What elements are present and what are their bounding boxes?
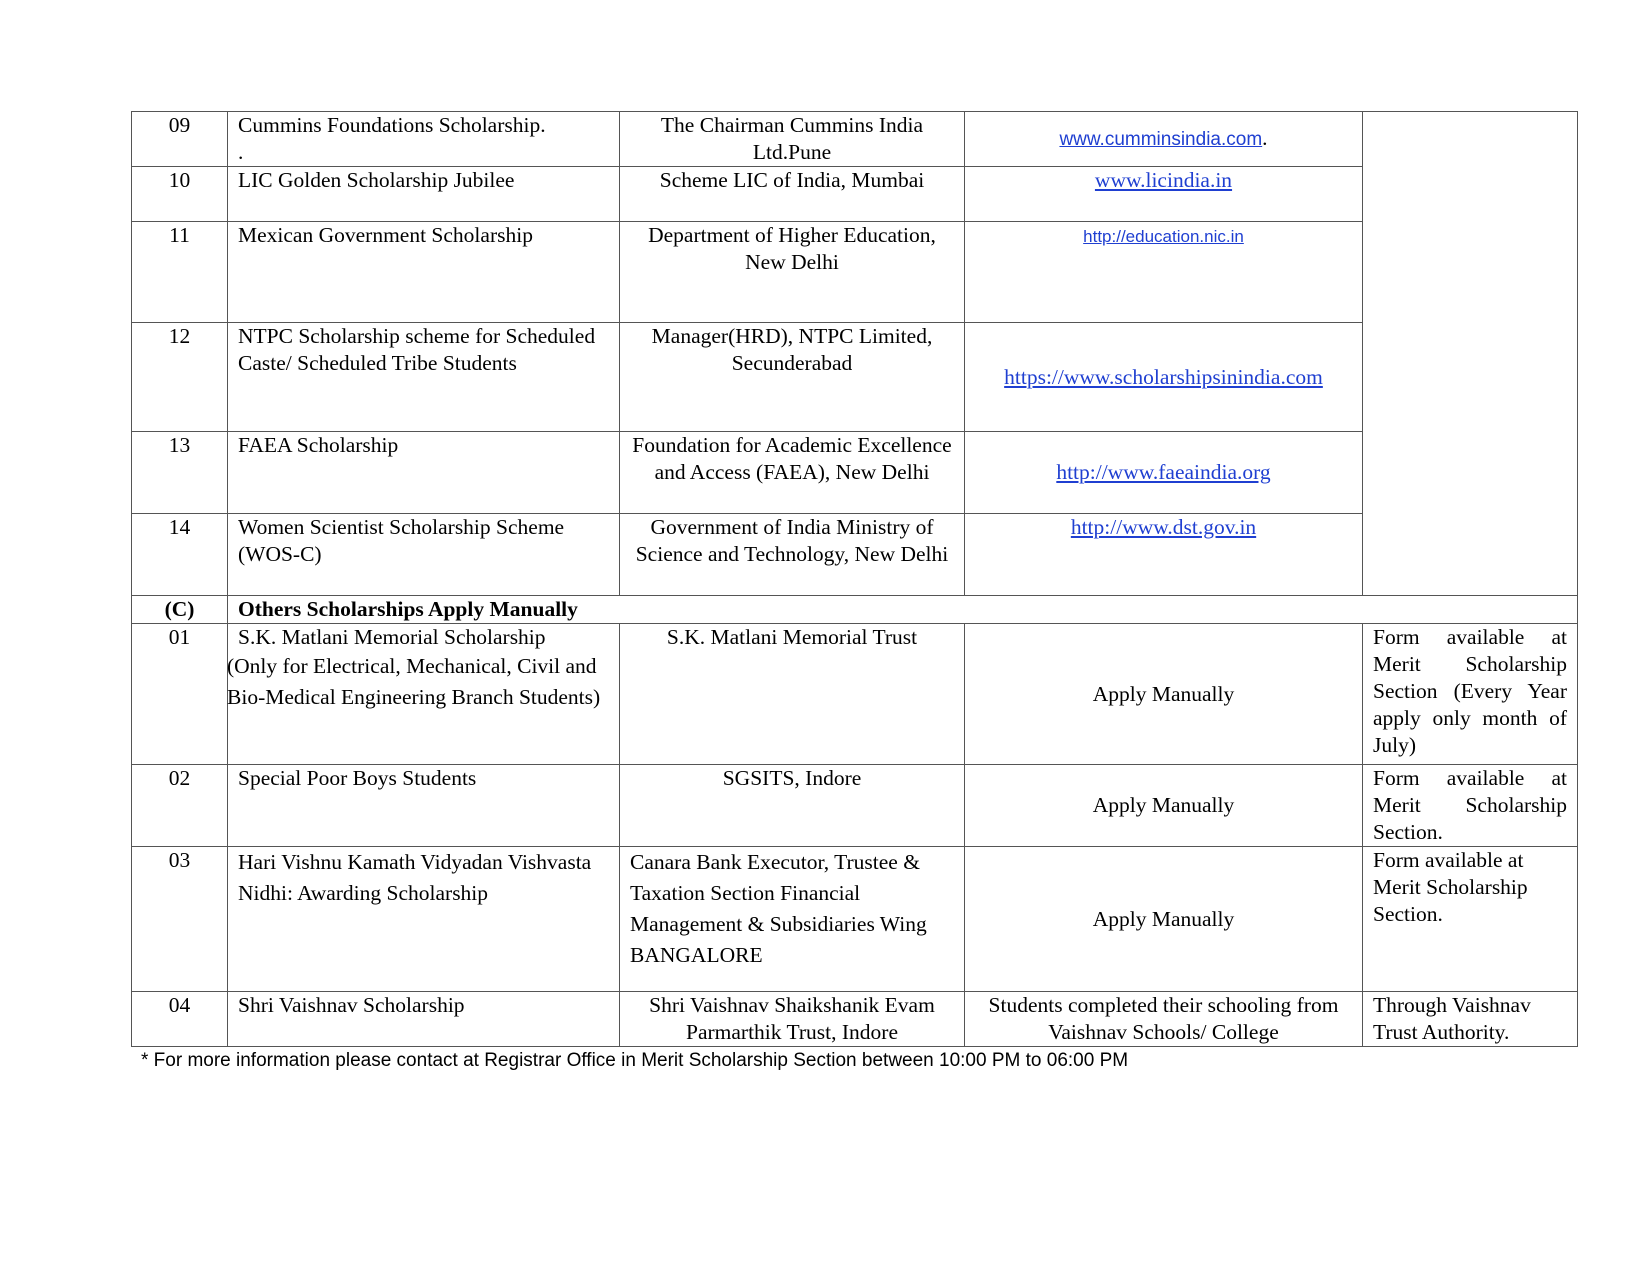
application-mode: Apply Manually [965,624,1363,765]
table-row [132,765,1578,847]
application-mode: Apply Manually [965,765,1363,847]
scholarship-name: Mexican Government Scholarship [228,222,620,323]
serial-number: 09 [132,112,228,167]
website-link[interactable]: http://www.faeaindia.org [1056,460,1271,484]
authority: The Chairman Cummins India Ltd.Pune [620,112,965,167]
website-cell [965,112,1363,167]
authority: Foundation for Academic Excellence and Access (FAEA), New Delhi [620,432,965,514]
authority: Shri Vaishnav Shaikshanik Evam Parmarthik Trust, Indore [620,992,965,1047]
serial-number: 04 [132,992,228,1047]
scholarship-table [131,111,1578,1047]
table-row [132,992,1578,1047]
table-row [132,624,1578,765]
serial-number: 03 [132,847,228,992]
authority: Department of Higher Education, New Delhi [620,222,965,323]
scholarship-name: Women Scientist Scholarship Scheme (WOS-C) [228,514,620,596]
website-link[interactable]: http://education.nic.in [1083,227,1244,246]
website-link[interactable]: https://www.scholarshipsinindia.com [1004,364,1323,389]
website-link[interactable]: www.licindia.in [1094,168,1233,192]
scholarship-name-text: Cummins Foundations Scholarship. [238,113,546,137]
remark: Through Vaishnav Trust Authority. [1363,992,1578,1047]
table-row [132,432,1578,514]
serial-number: 11 [132,222,228,323]
scholarship-name: Shri Vaishnav Scholarship [228,992,620,1047]
website-link[interactable]: www.cumminsindia.com [1059,129,1263,150]
authority: S.K. Matlani Memorial Trust [620,624,965,765]
scholarship-name: Special Poor Boys Students [228,765,620,847]
table-row [132,222,1578,323]
serial-number: 01 [132,624,228,765]
remark: Form available at Merit Scholarship Section. [1363,765,1578,847]
website-cell [965,222,1363,323]
remarks-cell-empty [1363,112,1578,596]
website-cell [965,432,1363,514]
application-mode: Students completed their schooling from Vaishnav Schools/ College [965,992,1363,1047]
authority: Manager(HRD), NTPC Limited, Secunderabad [620,323,965,432]
remark: Form available at Merit Scholarship Section. [1363,847,1578,992]
serial-number: 13 [132,432,228,514]
section-label: (C) [132,596,228,624]
table-row [132,514,1578,596]
scholarship-name [228,624,620,765]
website-cell [965,514,1363,596]
table-row [132,112,1578,167]
website-cell [965,323,1363,432]
remark: Form available at Merit Scholarship Section (Every Year apply only month of July) [1363,624,1578,765]
scholarship-name: LIC Golden Scholarship Jubilee [228,167,620,222]
serial-number: 12 [132,323,228,432]
scholarship-name-extra: . [238,140,244,164]
section-title: Others Scholarships Apply Manually [228,596,1578,624]
website-cell [965,167,1363,222]
serial-number: 14 [132,514,228,596]
table-row [132,847,1578,992]
scholarship-name-note: (Only for Electrical, Mechanical, Civil and Bio-Medical Engineering Branch Students) [227,654,601,709]
authority: SGSITS, Indore [620,765,965,847]
table-row [132,323,1578,432]
link-suffix: . [1262,126,1268,150]
section-header-row [132,596,1578,624]
scholarship-name [228,112,620,167]
scholarship-name: FAEA Scholarship [228,432,620,514]
application-mode: Apply Manually [965,847,1363,992]
scholarship-name: NTPC Scholarship scheme for Scheduled Caste/ Scheduled Tribe Students [228,323,620,432]
authority: Government of India Ministry of Science and Technology, New Delhi [620,514,965,596]
table-row [132,167,1578,222]
scholarship-name-text: S.K. Matlani Memorial Scholarship [238,625,546,649]
serial-number: 02 [132,765,228,847]
authority: Scheme LIC of India, Mumbai [620,167,965,222]
website-link[interactable]: http://www.dst.gov.in [1070,515,1257,539]
scholarship-name: Hari Vishnu Kamath Vidyadan Vishvasta Nidhi: Awarding Scholarship [228,847,620,992]
serial-number: 10 [132,167,228,222]
authority: Canara Bank Executor, Trustee & Taxation Section Financial Management & Subsidiaries Wing BANGALORE [620,847,965,992]
footnote: * For more information please contact at Registrar Office in Merit Scholarship Section between 10:00 PM to 06:00 PM [141,1050,1129,1071]
